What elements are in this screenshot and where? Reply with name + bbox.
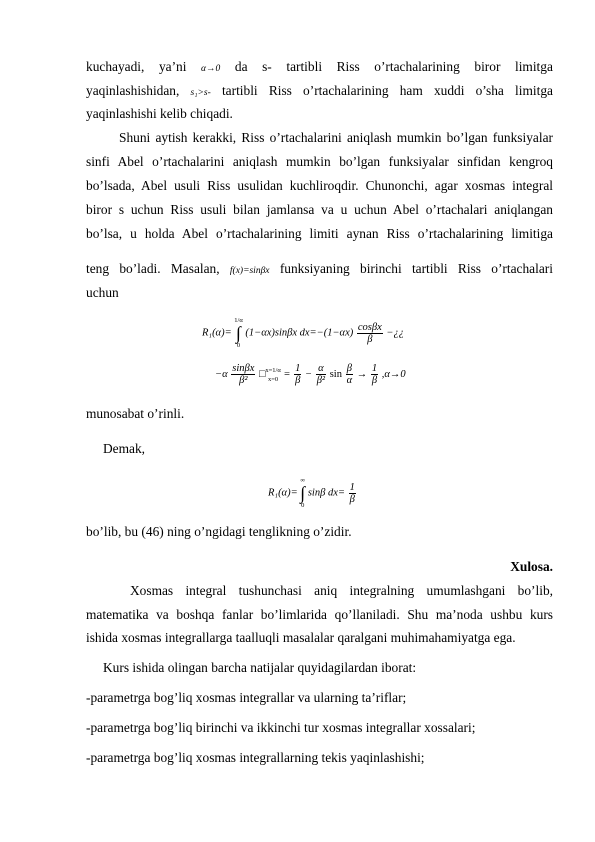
fraction-denominator: β <box>349 493 355 505</box>
integral-sign: ∞ ∫ 0 <box>300 477 306 509</box>
fraction-numerator: β <box>346 363 352 374</box>
integral-lower-limit: 0 <box>236 342 241 349</box>
fraction <box>316 363 326 386</box>
text-word: biror <box>474 59 501 74</box>
paragraph-line: Xosmas integral tushunchasi aniq integralning umumlashgani bo’lib, <box>130 583 553 598</box>
paragraph-line: matematika va boshqa fanlar bo’limlarida qo’llaniladi. Shu ma’noda ushbu kurs <box>86 607 553 622</box>
section-heading: Xulosa. <box>510 559 553 574</box>
inline-formula: s₁>s- <box>190 88 211 98</box>
text-word: Riss <box>336 59 360 74</box>
equation-tail: ,α→0 <box>381 368 406 380</box>
paragraph-line: bo’lib, bu (46) ning o’ngidagi tenglikning o’zidir. <box>86 524 352 539</box>
fraction-denominator: β² <box>239 375 248 386</box>
list-item: -parametrga bog’liq birinchi va ikkinchi tur xosmas integrallar xossalari; <box>86 720 476 735</box>
inline-formula: α→0 <box>201 64 221 74</box>
text-word: limitga <box>514 59 553 74</box>
fraction-numerator: 1 <box>349 481 355 493</box>
integral-lower-limit: 0 <box>301 502 305 509</box>
fraction-denominator: β <box>295 375 301 386</box>
paragraph-line: bo’lsada, Abel usuli Riss usulidan kuchliroqdir. Chunonchi, agar xosmas integral <box>86 178 553 193</box>
text-segment: teng bo’ladi. Masalan, <box>86 261 220 276</box>
equation-body: sinβ dx= <box>307 487 345 499</box>
text-word: s- <box>262 59 272 74</box>
fraction <box>294 363 301 386</box>
equation-lhs: R₁(α)= <box>202 327 232 339</box>
text-word: o’rtachalarining <box>303 83 389 98</box>
text-word: da <box>234 59 248 74</box>
fraction <box>371 363 378 386</box>
paragraph-line: uchun <box>86 285 119 300</box>
text-word: Riss <box>268 83 292 98</box>
text-word: o’sha <box>475 83 504 98</box>
text-word: ham <box>399 83 423 98</box>
list-item: -parametrga bog’liq xosmas integrallar va ularning ta’riflar; <box>86 690 407 705</box>
text-word: ya’ni <box>158 59 187 74</box>
paragraph-line: sinfi Abel o’rtachalarini aniqlash mumkin bo’lgan funksiyalar sinfidan kengroq <box>86 154 553 169</box>
text-word: kuchayadi, <box>86 59 145 74</box>
paragraph-line: yaqinlashishi kelib chiqadi. <box>86 106 233 121</box>
fraction-denominator: β <box>371 375 378 386</box>
equation-3 <box>268 476 357 510</box>
fraction-denominator: β² <box>316 375 326 386</box>
integral-upper-limit: ∞ <box>300 477 306 484</box>
fraction-denominator: β <box>367 333 373 345</box>
paragraph-line: munosabat o’rinli. <box>86 406 185 421</box>
integral-sign: 1/α ∫ 0 <box>234 317 243 349</box>
text-word: o’rtachalarining <box>374 59 460 74</box>
paragraph-line <box>86 257 553 284</box>
eval-lower: x=0 <box>267 375 279 383</box>
equation-lead: −α <box>215 368 228 380</box>
fraction-numerator: 1 <box>371 363 378 374</box>
paragraph-line <box>86 55 553 82</box>
evaluation-bar: □ <box>259 368 266 380</box>
equation-lhs: R₁(α)= <box>268 487 298 499</box>
arrow: → <box>356 368 368 380</box>
minus-sign: − <box>304 368 313 380</box>
paragraph-line: ishida xosmas integrallarga taalluqli masalalar qaralgani muhimahamiyatga ega. <box>86 630 516 645</box>
text-word: tartibli <box>221 83 258 98</box>
eval-upper: x=1/α <box>265 366 281 374</box>
text-word: tartibli <box>286 59 323 74</box>
text-word: yaqinlashishidan, <box>86 83 180 98</box>
integral-upper-limit: 1/α <box>234 317 243 324</box>
paragraph-line: bo’lsa, u holda Abel o’rtachalarining limiti aynan Riss o’rtachalarining limitiga <box>86 226 553 241</box>
fraction-denominator: α <box>346 375 353 386</box>
fraction <box>349 482 356 505</box>
sin-function: sin <box>329 368 342 380</box>
text-segment: funksiyaning birinchi tartibli Riss o’rtachalari <box>279 261 553 276</box>
equation-1 <box>202 316 404 350</box>
paragraph-line: Demak, <box>103 441 146 456</box>
equation-body: (1−αx)sinβx dx=−(1−αx) <box>245 327 354 339</box>
list-item: -parametrga bog’liq xosmas integrallarning tekis yaqinlashishi; <box>86 750 425 765</box>
equation-tail: −¿¿ <box>386 327 404 339</box>
equals-sign: = <box>283 368 291 380</box>
text-word: limitga <box>515 83 553 98</box>
fraction-numerator: 1 <box>295 363 301 374</box>
equation-2 <box>215 363 406 386</box>
evaluation-limits <box>265 366 280 384</box>
fraction-numerator: cosβx <box>357 321 382 333</box>
fraction <box>357 322 383 345</box>
fraction <box>231 363 255 386</box>
paragraph-line: Shuni aytish kerakki, Riss o’rtachalarini aniqlash mumkin bo’lgan funksiyalar <box>119 130 553 145</box>
fraction <box>346 363 354 386</box>
paragraph-line: Kurs ishida olingan barcha natijalar quyidagilardan iborat: <box>103 660 417 675</box>
text-word: xuddi <box>433 83 465 98</box>
inline-formula: f(x)=sinβx <box>229 266 270 276</box>
fraction-numerator: sinβx <box>232 363 255 374</box>
fraction-numerator: α <box>316 363 326 375</box>
paragraph-line: biror s uchun Riss usuli bilan jamlansa va u uchun Abel o’rtachalari aniqlangan <box>86 202 553 217</box>
